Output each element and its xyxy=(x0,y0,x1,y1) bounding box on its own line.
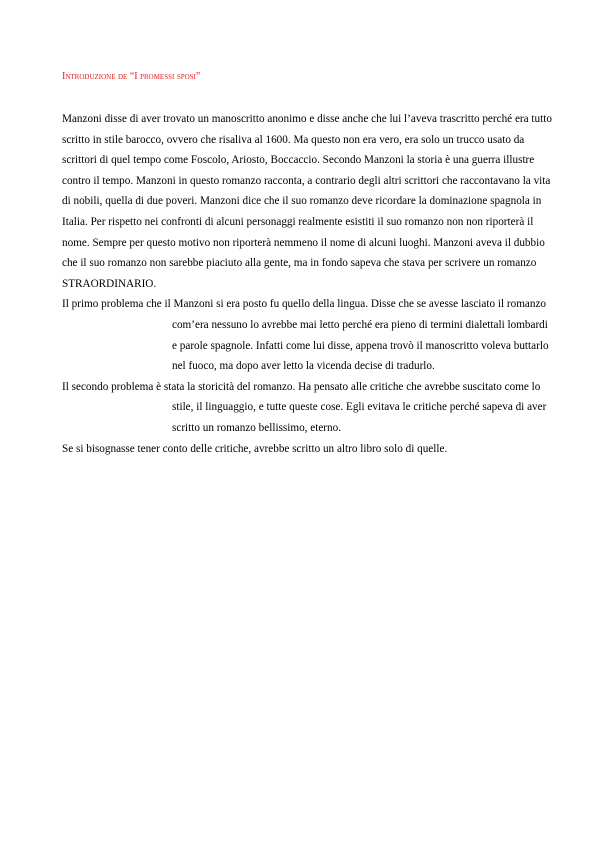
paragraph-conclusion: Se si bisognasse tener conto delle critiche, avrebbe scritto un altro libro solo di quelle. xyxy=(62,442,448,455)
paragraph-intro: Manzoni disse di aver trovato un manoscritto anonimo e disse anche che lui l’aveva trascritto perché era tutto scritto in stile barocco, ovvero che risaliva al 1600. Ma questo non era vero, era solo un trucco usato da scrittori di quel tempo come Foscolo, Ariosto, Boccaccio. Secondo Manzoni la storia è una guerra illustre contro il tempo. Manzoni in questo romanzo racconta, a contrario degli altri scrittori che raccontavano la vita di nobili, quella di due poveri. Manzoni dice che il suo romanzo deve ricordare la dominazione spagnola in Italia. Per rispetto nei confronti di alcuni personaggi realmente esistiti il suo romanzo non non riporterà il nome. Sempre per questo motivo non riporterà nemmeno il nome di alcuni luoghi. Manzoni aveva il dubbio che il suo romanzo non sarebbe piaciuto alla gente, ma in fondo sapeva che stava per scrivere un romanzo STRAORDINARIO. xyxy=(62,113,552,290)
page-title: Introduzione de “I promessi sposi” xyxy=(62,71,201,82)
paragraph-second-problem: Il secondo problema è stata la storicità del romanzo. Ha pensato alle critiche che avrebbe suscitato come lo stile, il linguaggio, e tutte queste cose. Egli evitava le critiche perché sapeva di aver scritto un romanzo bellissimo, eterno. xyxy=(62,380,547,434)
document-body xyxy=(62,109,552,459)
paragraph-first-problem: Il primo problema che il Manzoni si era posto fu quello della lingua. Disse che se avesse lasciato il romanzo com’era nessuno lo avrebbe mai letto perché era pieno di termini dialettali lombardi e parole spagnole. Infatti come lui disse, appena trovò il manoscritto voleva buttarlo nel fuoco, ma dopo aver letto la vicenda decise di tradurlo. xyxy=(62,298,549,373)
